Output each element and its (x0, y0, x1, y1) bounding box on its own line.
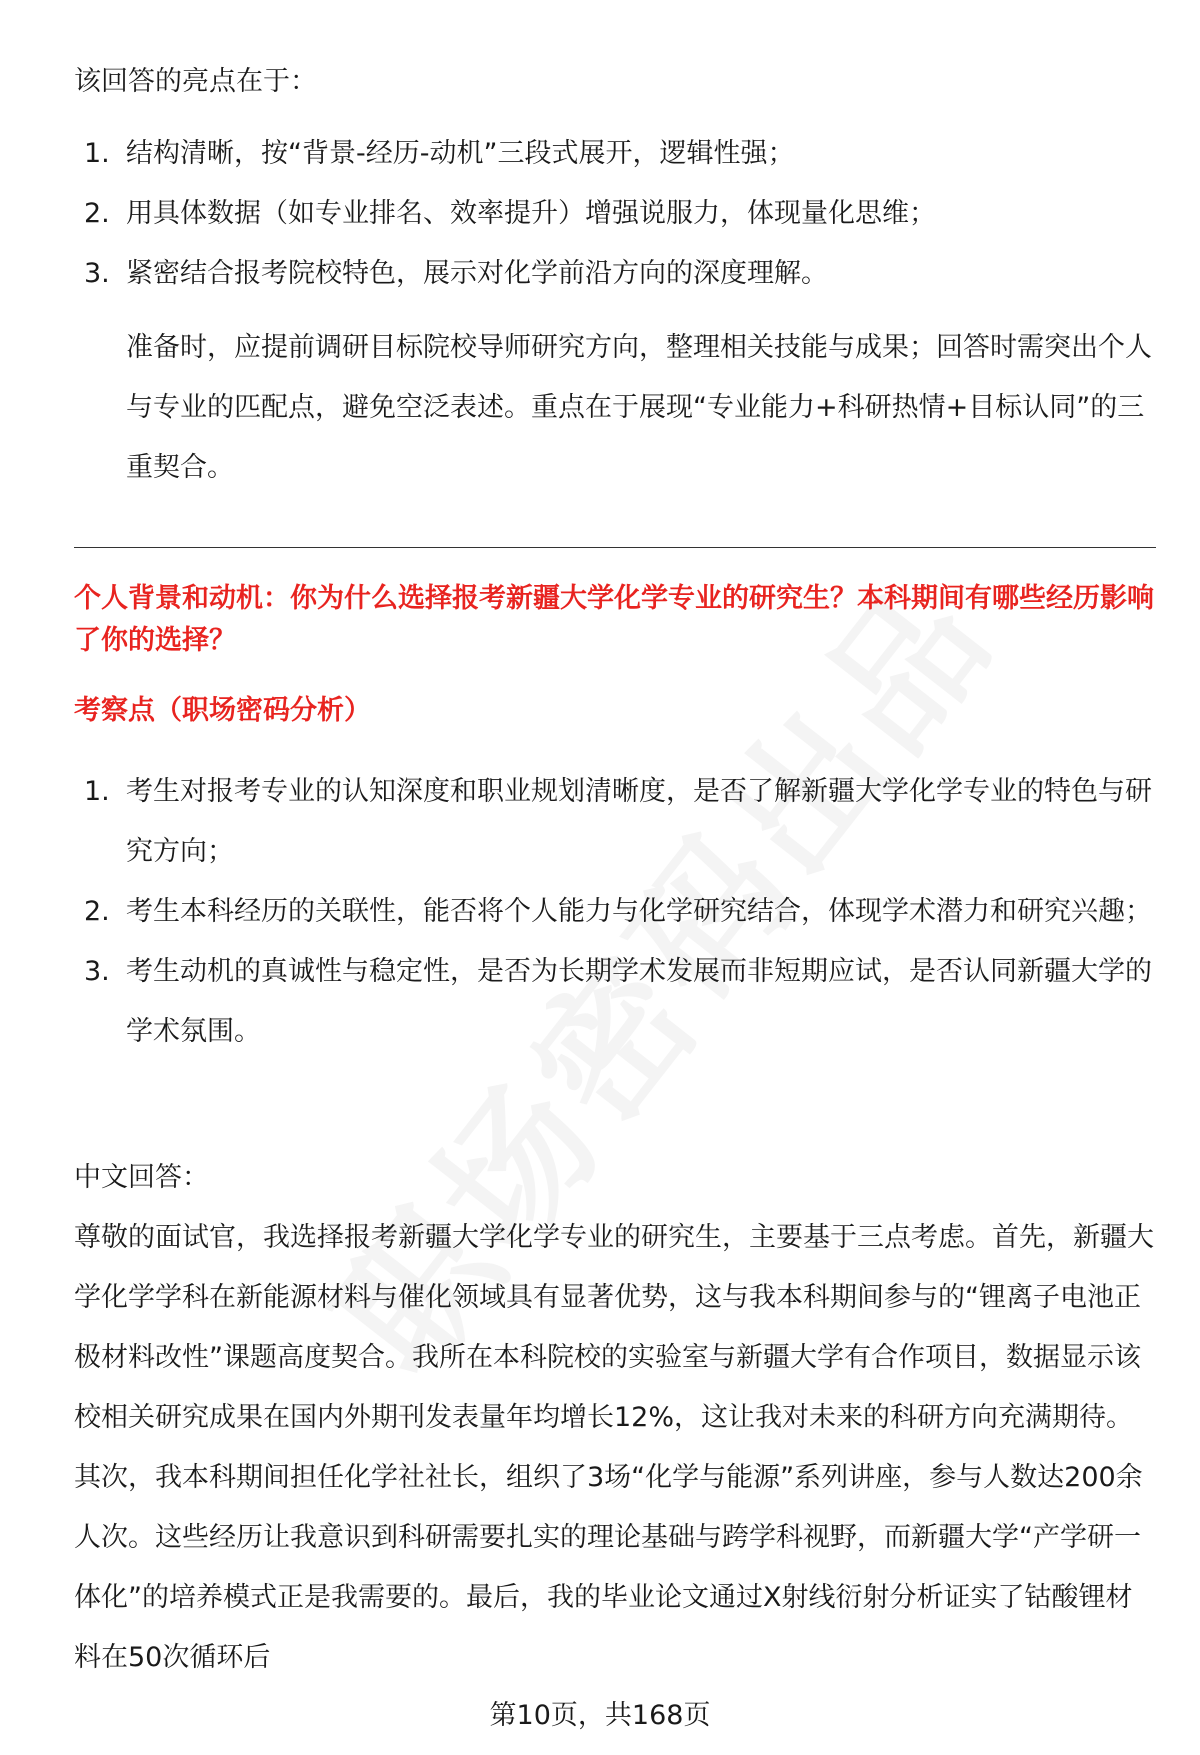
list-item-text: 紧密结合报考院校特色，展示对化学前沿方向的深度理解。 (126, 258, 828, 289)
answer-text: 尊敬的面试官，我选择报考新疆大学化学专业的研究生，主要基于三点考虑。首先，新疆大学化学学科在新能源材料与催化领域具有显著优势，这与我本科期间参与的“锂离子电池正极材料改性”课题高度契合。我所在本科院校的实验室与新疆大学有合作项目，数据显示该校相关研究成果在国内外期刊发表量年均增长12%，这让我对未来的科研方向充满期待。其次，我本科期间担任化学社社长，组织了3场“化学与能源”系列讲座，参与人数达200余人次。这些经历让我意识到科研需要扎实的理论基础与跨学科视野，而新疆大学“产学研一体化”的培养模式正是我需要的。最后，我的毕业论文通过X射线衍射分析证实了钴酸锂材料在50次循环后 (74, 1222, 1154, 1673)
list-item-text: 用具体数据（如专业排名、效率提升）增强说服力，体现量化思维； (126, 198, 936, 229)
section-divider (74, 547, 1156, 548)
list-item-text: 考生对报考专业的认知深度和职业规划清晰度，是否了解新疆大学化学专业的特色与研究方向； (126, 776, 1152, 867)
interview-question: 个人背景和动机：你为什么选择报考新疆大学化学专业的研究生？本科期间有哪些经历影响了你的选择？ (74, 583, 1154, 656)
page-number: 第10页，共168页 (489, 1700, 711, 1731)
list-item-text: 考生本科经历的关联性，能否将个人能力与化学研究结合，体现学术潜力和研究兴趣； (126, 896, 1152, 927)
list-item (74, 882, 1154, 942)
list-number: 1. (84, 776, 110, 807)
list-number: 1. (84, 138, 110, 169)
exam-points-heading: 考察点（职场密码分析） (74, 695, 371, 726)
list-item (74, 762, 1154, 882)
highlights-list (74, 124, 1154, 304)
exam-points-list (74, 762, 1154, 1062)
list-item-text: 结构清晰，按“背景-经历-动机”三段式展开，逻辑性强； (126, 138, 795, 169)
preparation-note: 准备时，应提前调研目标院校导师研究方向，整理相关技能与成果；回答时需突出个人与专业的匹配点，避免空泛表述。重点在于展现“专业能力+科研热情+目标认同”的三重契合。 (126, 332, 1152, 483)
list-item (74, 184, 1154, 244)
list-number: 2. (84, 198, 110, 229)
list-item (74, 244, 1154, 304)
list-item (74, 124, 1154, 184)
list-item (74, 942, 1154, 1062)
list-number: 2. (84, 896, 110, 927)
answer-label: 中文回答： (74, 1162, 209, 1193)
list-number: 3. (84, 956, 110, 987)
list-item-text: 考生动机的真诚性与稳定性，是否为长期学术发展而非短期应试，是否认同新疆大学的学术氛围。 (126, 956, 1152, 1047)
highlights-intro: 该回答的亮点在于： (74, 66, 317, 97)
list-number: 3. (84, 258, 110, 289)
